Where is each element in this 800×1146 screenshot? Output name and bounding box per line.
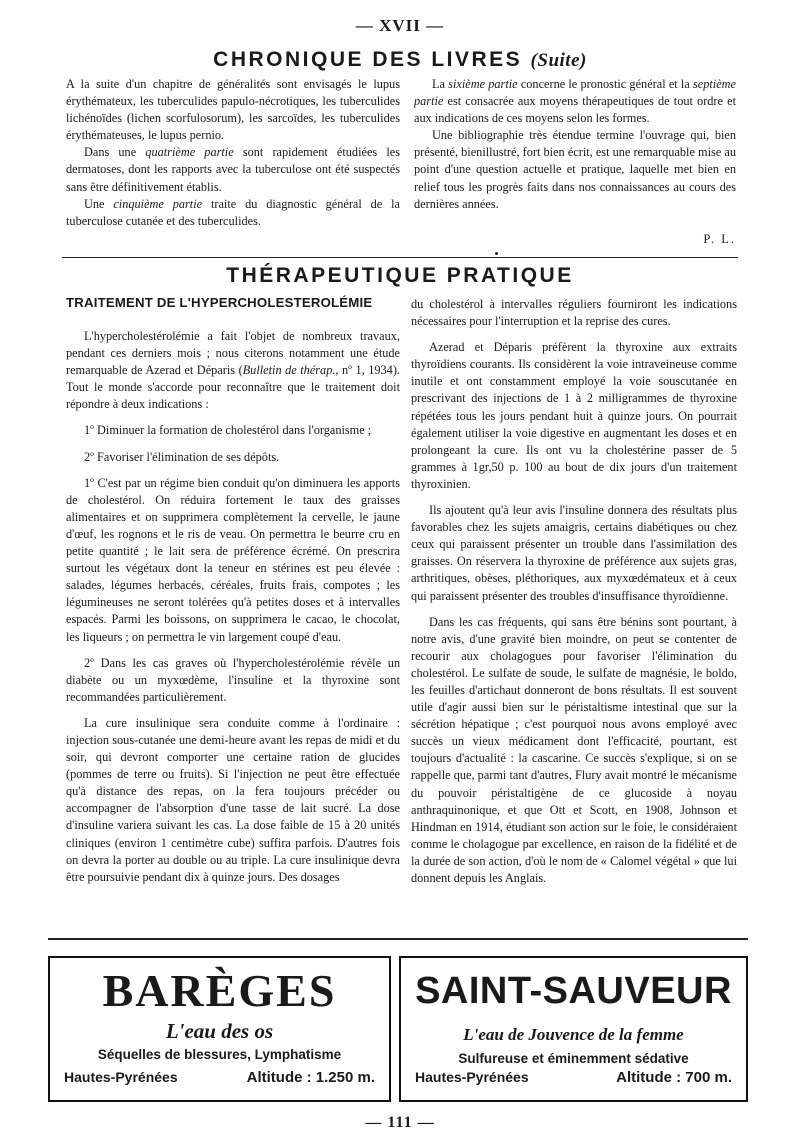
ad-footer xyxy=(64,1069,375,1086)
ad-region: Hautes-Pyrénées xyxy=(64,1069,178,1085)
paragraph: Azerad et Déparis préfèrent la thyroxine aux extraits thyroïdiens courants. Ils considèrent la voie intraveineuse comme inutile et ont constamment employé la voie souscutanée en prescrivant des injections de 1 à 2 milligrammes de thyroxine répétées tous les jours pendant huit à quinze jours. On pourrait également utiliser la voie digestive en augmentant les doses et en prolongeant la cure. Ils ont vu la cholestérine passer de 5 grammes à 1gr,50 p. 100 au bout de dix jours d'un traitement thyroxinien. xyxy=(411,340,737,491)
chronique-column-left xyxy=(66,76,400,230)
therapeutique-title: THÉRAPEUTIQUE PRATIQUE xyxy=(226,264,574,287)
section-divider xyxy=(62,257,738,258)
chronique-column-right xyxy=(414,76,736,213)
chronique-title-text: CHRONIQUE DES LIVRES xyxy=(213,48,523,71)
article-subtitle: TRAITEMENT DE L'HYPERCHOLESTEROLÉMIE xyxy=(66,295,373,310)
ad-divider xyxy=(48,938,748,940)
ad-altitude: Altitude : 700 m. xyxy=(616,1069,732,1086)
advertisement-bareges xyxy=(48,956,391,1102)
ad-region: Hautes-Pyrénées xyxy=(415,1069,529,1085)
page-number: — 111 — xyxy=(365,1114,435,1131)
chronique-title xyxy=(0,48,800,72)
ad-altitude: Altitude : 1.250 m. xyxy=(246,1069,375,1086)
ad-name: BARÈGES xyxy=(102,965,337,1016)
paragraph: 2º Dans les cas graves où l'hypercholestérolémie révèle un diabète ou un myxœdème, l'insuline et la thyroxine sont recommandées particulièrement. xyxy=(66,655,400,704)
paragraph: La sixième partie concerne le pronostic général et la septième partie est consacrée aux moyens thérapeutiques de tout ordre et aux indications de ces moyens selon les formes. xyxy=(414,77,736,126)
paragraph: Dans une quatrième partie sont rapidement étudiées les dermatoses, dont les rapports avec la tuberculose ont été suspectés sans être définitivement établis. xyxy=(66,145,400,194)
ad-description: Séquelles de blessures, Lymphatisme xyxy=(97,1047,342,1062)
ad-footer xyxy=(415,1069,732,1086)
paragraph: du cholestérol à intervalles réguliers fourniront les indications nécessaires pour l'interruption et la reprise des cures. xyxy=(411,297,737,329)
signature: P. L. xyxy=(703,232,736,246)
paragraph: 2º Favoriser l'élimination de ses dépôts. xyxy=(84,449,280,464)
paragraph: Dans les cas fréquents, qui sans être bénins sont pourtant, à notre avis, d'une gravité bien moindre, on peut se contenter de recourir aux cholagogues pour favoriser l'élimination du cholestérol. Le sulfate de soude, le sulfate de magnésie, le boldo, les feuilles d'artichaut donneront de bons résultats. Il est souvent utile d'agir aussi bien sur le péristaltisme intestinal que sur la sécrétion hépatique ; c'est pourquoi nous avons employé avec succès un vieux médicament dont l'efficacité, pourtant, est toujours d'actualité : la cascarine. Ce succès s'explique, si on se rappelle que, parmi tant d'autres, Flury avait montré le mécanisme du pouvoir péristaltigène de ce glucoside à noyau anthraquinonique, et que Ott et Scott, en 1908, Johnson et Hindman en 1914, étudiant son action sur le foie, le considéraient comme le cholagogue par excellence, en raison de la fidélité et de la durée de son action, d'où le nom de « Calomel végétal » que lui donnent depuis les Anglais. xyxy=(411,614,737,885)
paragraph: L'hypercholestérolémie a fait l'objet de nombreux travaux, pendant ces derniers mois ; nous citerons notamment une étude remarquable de Azerad et Déparis (Bulletin de thérap., nº 1, 1934). Tout le monde s'accorde pour reconnaître que le traitement doit répondre à deux indications : xyxy=(66,329,400,412)
paragraph: La cure insulinique sera conduite comme à l'ordinaire : injection sous-cutanée une demi-heure avant les repas de midi et du soir, qui devront comporter une certaine ration de glucides (pommes de terre ou fruits). Si l'injection ne peut être effectuée qu'à distance des repas, on la fera toujours précéder ou accompagner de l'absorption d'une tasse de lait sucré. La dose d'insuline variera suivant les cas. La dose faible de 15 à 20 unités cliniques (environ 1 centimètre cube) suffira parfois. D'autres fois on devra la porter au double ou au triple. La cure insulinique devra être poursuivie pendant dix à quinze jours. Des dosages xyxy=(66,715,400,884)
ad-name: SAINT-SAUVEUR xyxy=(415,970,732,1012)
paragraph: 1º Diminuer la formation de cholestérol dans l'organisme ; xyxy=(84,423,372,438)
ad-description: Sulfureuse et éminemment sédative xyxy=(458,1051,689,1066)
paragraph: Ils ajoutent qu'à leur avis l'insuline donnera des résultats plus favorables chez les sujets amaigris, certains diabétiques ou chez ceux qui paraissent présenter un trouble dans l'assimilation des graisses. On réservera la thyroxine de préférence aux sujets gras, arthritiques, obèses, pléthoriques, aux myxœdémateux et à ceux qui paraissent présenter des troubles d'insuffisance thyroïdienne. xyxy=(411,503,737,603)
chronique-suite: (Suite) xyxy=(530,50,587,71)
paragraph: A la suite d'un chapitre de généralités sont envisagés le lupus érythémateux, les tuberculides papulo-nécrotiques, les tuberculides lichénoïdes (lichen scorfulosorum), les sarcoïdes, les tuberculides érythémateuses, le lupus pernio. xyxy=(66,77,400,143)
advertisement-saint-sauveur xyxy=(399,956,748,1102)
divider-dot xyxy=(495,252,498,255)
paragraph: 1º C'est par un régime bien conduit qu'on diminuera les apports de cholestérol. On réduira fortement le taux des graisses alimentaires et on supprimera complètement la cervelle, le jaune d'œuf, les rognons et le ris de veau. On permettra le beurre cru en petite quantité ; le lait sera de préférence écrémé. On prescrira surtout les végétaux dont la teneur en stérines est peu élevée : salades, légumes herbacés, céréales, fruits frais, compotes ; les légumineuses ne seront tolérées qu'à petites doses et à intervalles espacés. Parmi les boissons, on supprimera le cacao, le chocolat, les liqueurs ; on permettra le vin largement coupé d'eau. xyxy=(66,475,400,644)
page-roman-number: — XVII — xyxy=(355,16,445,35)
paragraph: Une cinquième partie traite du diagnostic général de la tuberculose cutanée et des tuberculides. xyxy=(66,196,400,228)
article-column-left xyxy=(66,328,400,886)
article-column-right xyxy=(411,296,737,887)
ad-tagline: L'eau des os xyxy=(165,1019,274,1043)
ad-tagline: L'eau de Jouvence de la femme xyxy=(463,1025,684,1044)
paragraph: Une bibliographie très étendue termine l'ouvrage qui, bien présenté, bienillustré, fort bien écrit, est une remarquable mise au point d'une question actuelle et pratique, laquelle met bien en relief tous les progrès faits dans nos connaissances au cours des dernières années. xyxy=(414,128,736,211)
